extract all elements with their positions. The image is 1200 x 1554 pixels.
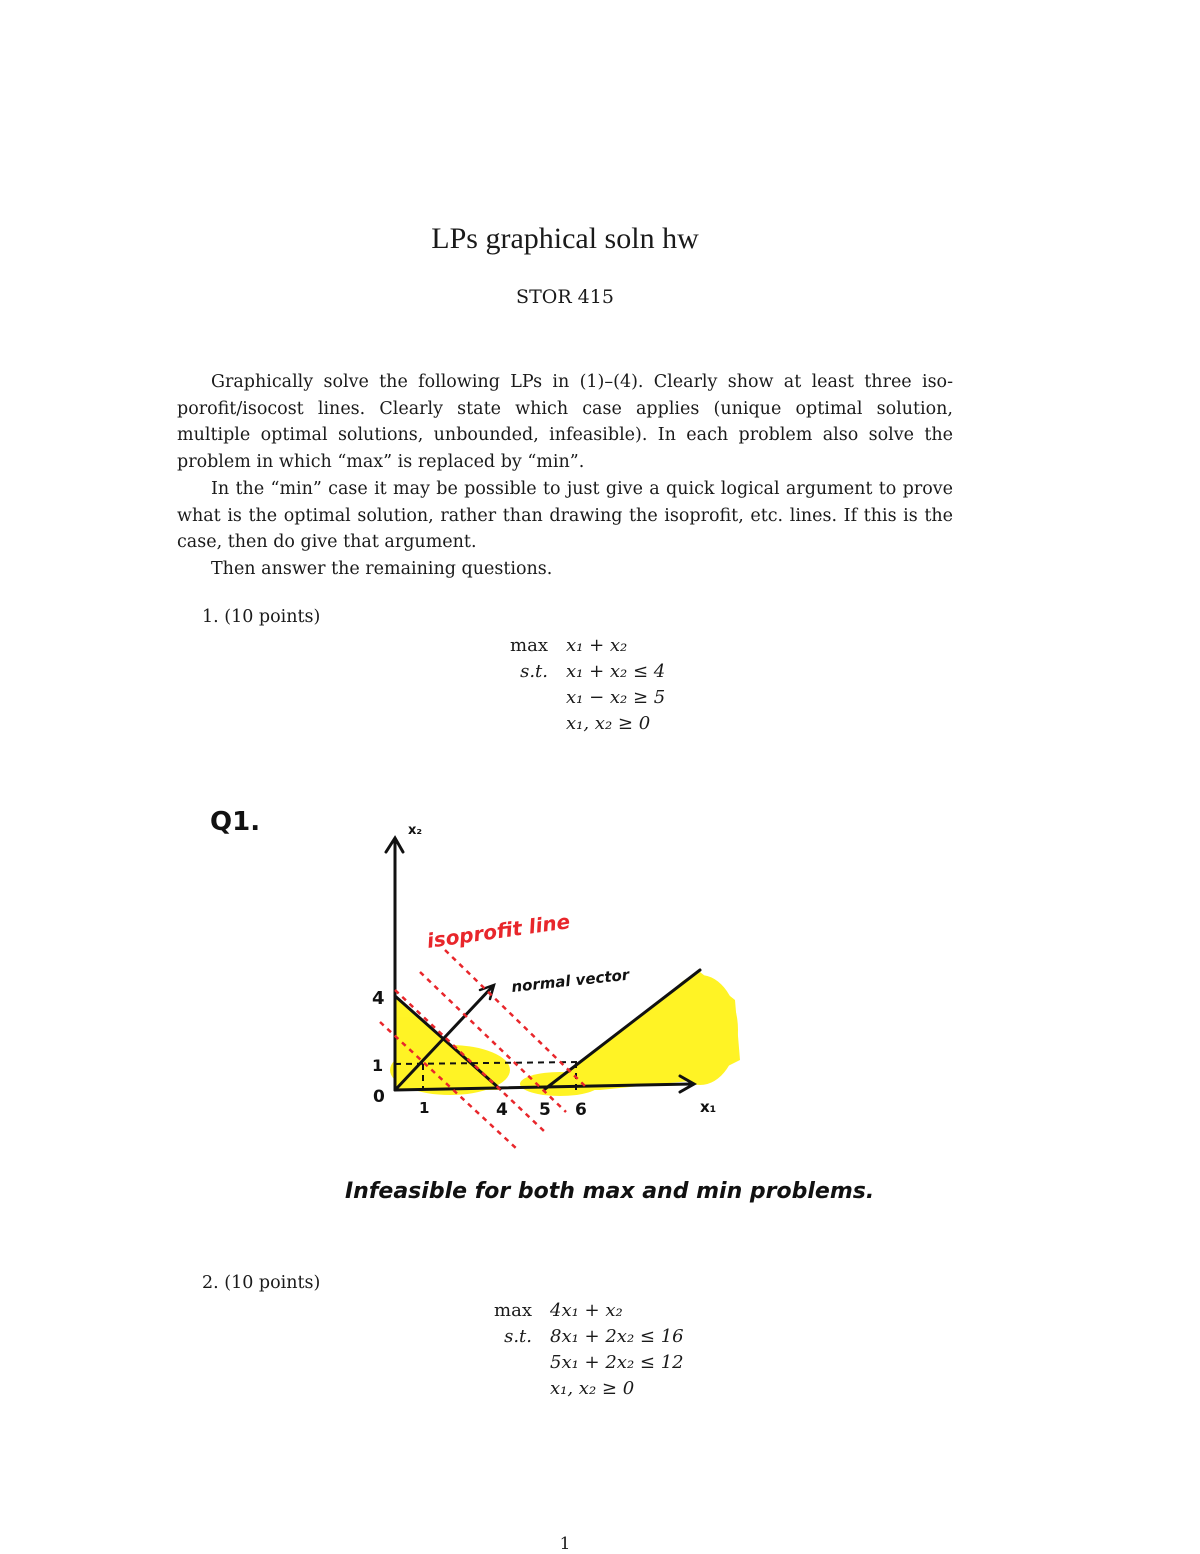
intro-text — [177, 369, 953, 583]
problem-2-header: 2. (10 points) — [202, 1273, 321, 1293]
objective: 4x₁ + x₂ — [550, 1300, 623, 1321]
isoprofit-label: isoprofit line — [425, 909, 572, 953]
constraint: x₁, x₂ ≥ 0 — [550, 1378, 635, 1399]
course-name: STOR 415 — [516, 286, 614, 308]
x-tick-label: 1 — [419, 1099, 430, 1117]
objective-label: max — [510, 635, 548, 656]
normal-vector-label: normal vector — [510, 965, 630, 996]
conclusion-text: Infeasible for both max and min problems. — [345, 1179, 875, 1204]
problem-1-header: 1. (10 points) — [202, 607, 321, 627]
intro-paragraph: Graphically solve the following LPs in (1)–(4). Clearly show at least three iso-porofit/isocost lines. Clearly state which case applies (unique optimal solution, multiple optimal solutions, unbounded, infeasible). In each problem also solve the problem in which “max” is replaced by “min”. — [177, 372, 953, 473]
intro-paragraph: Then answer the remaining questions. — [211, 558, 553, 579]
constraint: x₁ − x₂ ≥ 5 — [566, 687, 666, 708]
y-tick-label: 1 — [372, 1056, 384, 1075]
y-tick-label: 0 — [373, 1087, 385, 1107]
y-axis-label: x₂ — [408, 823, 423, 838]
objective: x₁ + x₂ — [566, 635, 628, 656]
constraint: x₁ + x₂ ≤ 4 — [566, 661, 666, 682]
st-label: s.t. — [520, 661, 548, 682]
st-label: s.t. — [504, 1326, 532, 1347]
y-tick-label: 4 — [372, 988, 385, 1009]
q1-graph — [0, 780, 1200, 1220]
intro-paragraph: In the “min” case it may be possible to just give a quick logical argument to prove what is the optimal solution, rather than drawing the isoprofit, etc. lines. If this is the case, then do give that argument. — [177, 478, 953, 553]
x-tick-label: 5 — [539, 1100, 551, 1120]
q1-label: Q1. — [210, 807, 261, 837]
x-axis-label: x₁ — [700, 1098, 717, 1116]
x-tick-label: 6 — [575, 1100, 587, 1120]
page-number: 1 — [559, 1534, 571, 1554]
x-tick-label: 4 — [496, 1100, 508, 1120]
document-title: LPs graphical soln hw — [431, 222, 699, 255]
constraint: x₁, x₂ ≥ 0 — [566, 713, 651, 734]
constraint: 8x₁ + 2x₂ ≤ 16 — [550, 1326, 684, 1347]
constraint: 5x₁ + 2x₂ ≤ 12 — [550, 1352, 684, 1373]
objective-label: max — [494, 1300, 532, 1321]
